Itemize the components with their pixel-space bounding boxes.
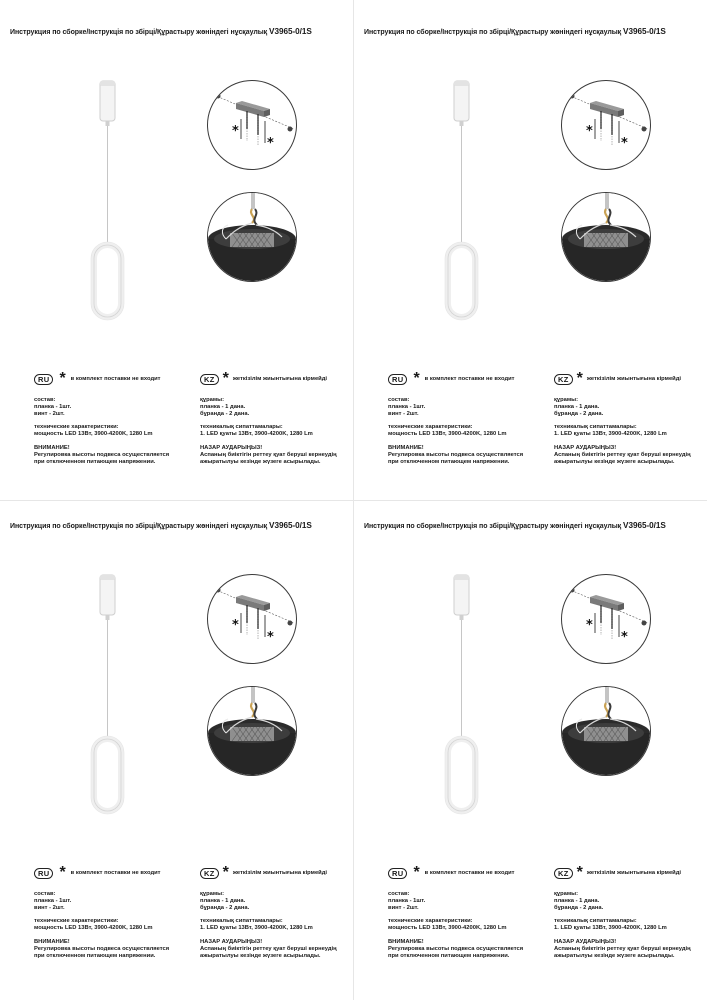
kz-specification-text xyxy=(200,891,353,959)
kz-line: құрамы: xyxy=(554,397,579,403)
kz-line: құрамы: xyxy=(200,891,225,897)
title-text: Инструкция по сборке/Інструкція по збірці/Құрастыру жөніндегі нұсқаулық xyxy=(364,29,622,36)
mounting-detail-circle xyxy=(207,574,297,664)
kz-line: НАЗАР АУДАРЫҢЫЗ! xyxy=(554,444,617,451)
kz-line: бұранда - 2 дана. xyxy=(554,904,604,911)
kz-line: бұранда - 2 дана. xyxy=(200,410,250,417)
asterisk-mark: * xyxy=(267,630,274,645)
ru-line: планка - 1шт. xyxy=(388,403,426,410)
ru-line: планка - 1шт. xyxy=(388,897,426,904)
kz-line: ажыратылуы кезінде жүзеге асырылады. xyxy=(554,458,675,465)
asterisk-icon: * xyxy=(222,370,229,387)
asterisk-icon: * xyxy=(413,864,420,881)
wiring-detail-circle xyxy=(207,686,297,776)
ru-line: при отключенном питающем напряжении. xyxy=(34,458,156,465)
kz-language-badge: KZ xyxy=(554,374,573,385)
instruction-panel xyxy=(354,0,707,500)
title-text: Инструкция по сборке/Інструкція по збірці/Құрастыру жөніндегі нұсқаулық xyxy=(10,523,268,530)
kz-line: планка - 1 дана. xyxy=(200,403,246,410)
ru-line: технические характеристики: xyxy=(34,424,119,431)
mounting-detail-circle xyxy=(561,80,651,170)
kz-line: НАЗАР АУДАРЫҢЫЗ! xyxy=(200,444,263,451)
kz-line: техникалық сипаттамалары: xyxy=(554,424,637,431)
kz-line: техникалық сипаттамалары: xyxy=(554,918,637,925)
kz-line: құрамы: xyxy=(554,891,579,897)
kz-language-badge: KZ xyxy=(554,868,573,879)
canopy-wiring-diagram xyxy=(208,687,296,775)
ru-language-badge: RU xyxy=(34,374,53,385)
asterisk-mark: * xyxy=(586,124,593,139)
ru-language-badge: RU xyxy=(388,374,407,385)
ru-not-included-note: в комплект поставки не входит xyxy=(70,376,161,382)
ru-line: ВНИМАНИЕ! xyxy=(388,444,424,451)
kz-line: НАЗАР АУДАРЫҢЫЗ! xyxy=(554,938,617,945)
asterisk-icon: * xyxy=(576,864,583,881)
asterisk-mark: * xyxy=(621,136,628,151)
ru-line: Регулировка высоты подвеса осуществляется xyxy=(34,451,170,458)
instruction-panel xyxy=(0,0,353,500)
ru-legend xyxy=(388,372,515,386)
model-number: V3965-0/1S xyxy=(269,521,312,530)
kz-legend xyxy=(554,372,681,386)
instruction-panel xyxy=(0,494,353,994)
ru-language-badge: RU xyxy=(388,868,407,879)
mounting-plate-diagram xyxy=(208,575,296,663)
wiring-detail-circle xyxy=(561,192,651,282)
kz-line: Аспаның биіктігін реттеу қуат беруші кернеудің xyxy=(200,451,337,458)
ru-line: состав: xyxy=(34,891,56,897)
asterisk-mark: * xyxy=(586,618,593,633)
asterisk-mark: * xyxy=(232,124,239,139)
kz-line: Аспаның биіктігін реттеу қуат беруші кернеудің xyxy=(200,945,337,952)
asterisk-icon: * xyxy=(413,370,420,387)
wiring-detail-circle xyxy=(207,192,297,282)
ru-line: винт - 2шт. xyxy=(388,410,419,417)
mounting-detail-circle xyxy=(207,80,297,170)
ru-line: мощность LED 13Вт, 3900-4200K, 1280 Lm xyxy=(34,925,153,932)
kz-not-included-note: жеткізілім жиынтығына кірмейді xyxy=(232,870,328,876)
kz-line: НАЗАР АУДАРЫҢЫЗ! xyxy=(200,938,263,945)
mounting-plate-diagram xyxy=(562,81,650,169)
kz-line: 1. LED қуаты 13Вт, 3900-4200K, 1280 Lm xyxy=(200,925,313,932)
ru-line: ВНИМАНИЕ! xyxy=(34,938,70,945)
pendant-lamp-illustration xyxy=(80,569,140,829)
ru-line: технические характеристики: xyxy=(388,918,473,925)
ru-specification-text xyxy=(388,891,548,959)
kz-line: планка - 1 дана. xyxy=(554,403,600,410)
asterisk-mark: * xyxy=(232,618,239,633)
ru-line: Регулировка высоты подвеса осуществляется xyxy=(34,945,170,952)
kz-line: бұранда - 2 дана. xyxy=(200,904,250,911)
ru-legend xyxy=(34,372,161,386)
canopy-wiring-diagram xyxy=(562,687,650,775)
wiring-detail-circle xyxy=(561,686,651,776)
ru-line: при отключенном питающем напряжении. xyxy=(388,952,510,959)
kz-line: құрамы: xyxy=(200,397,225,403)
ru-not-included-note: в комплект поставки не входит xyxy=(424,870,515,876)
ru-line: состав: xyxy=(34,397,56,403)
ru-line: винт - 2шт. xyxy=(34,904,65,911)
ru-legend xyxy=(34,866,161,880)
kz-line: планка - 1 дана. xyxy=(200,897,246,904)
pendant-lamp-illustration xyxy=(80,75,140,335)
pendant-lamp-illustration xyxy=(434,569,494,829)
canopy-wiring-diagram xyxy=(208,193,296,281)
ru-specification-text xyxy=(34,397,194,465)
mounting-detail-circle xyxy=(561,574,651,664)
ru-line: технические характеристики: xyxy=(34,918,119,925)
kz-language-badge: KZ xyxy=(200,374,219,385)
asterisk-icon: * xyxy=(59,864,66,881)
ru-specification-text xyxy=(388,397,548,465)
kz-line: 1. LED қуаты 13Вт, 3900-4200K, 1280 Lm xyxy=(554,925,667,932)
ru-line: состав: xyxy=(388,397,410,403)
kz-not-included-note: жеткізілім жиынтығына кірмейді xyxy=(232,376,328,382)
kz-specification-text xyxy=(554,397,707,465)
kz-line: Аспаның биіктігін реттеу қуат беруші кернеудің xyxy=(554,945,691,952)
kz-line: техникалық сипаттамалары: xyxy=(200,424,283,431)
panel-title xyxy=(10,521,350,530)
model-number: V3965-0/1S xyxy=(623,27,666,36)
ru-line: планка - 1шт. xyxy=(34,403,72,410)
panel-title xyxy=(364,521,704,530)
pendant-lamp-illustration xyxy=(434,75,494,335)
ru-line: состав: xyxy=(388,891,410,897)
ru-line: при отключенном питающем напряжении. xyxy=(388,458,510,465)
asterisk-icon: * xyxy=(59,370,66,387)
kz-legend xyxy=(200,372,327,386)
ru-line: винт - 2шт. xyxy=(388,904,419,911)
asterisk-icon: * xyxy=(222,864,229,881)
kz-line: ажыратылуы кезінде жүзеге асырылады. xyxy=(200,458,321,465)
kz-language-badge: KZ xyxy=(200,868,219,879)
ru-legend xyxy=(388,866,515,880)
ru-line: мощность LED 13Вт, 3900-4200K, 1280 Lm xyxy=(388,925,507,932)
kz-line: планка - 1 дана. xyxy=(554,897,600,904)
ru-line: при отключенном питающем напряжении. xyxy=(34,952,156,959)
asterisk-mark: * xyxy=(621,630,628,645)
kz-legend xyxy=(554,866,681,880)
ru-line: ВНИМАНИЕ! xyxy=(388,938,424,945)
kz-line: 1. LED қуаты 13Вт, 3900-4200K, 1280 Lm xyxy=(554,431,667,438)
ru-line: Регулировка высоты подвеса осуществляется xyxy=(388,451,524,458)
ru-line: винт - 2шт. xyxy=(34,410,65,417)
kz-line: бұранда - 2 дана. xyxy=(554,410,604,417)
ru-language-badge: RU xyxy=(34,868,53,879)
kz-line: ажыратылуы кезінде жүзеге асырылады. xyxy=(200,952,321,959)
kz-legend xyxy=(200,866,327,880)
model-number: V3965-0/1S xyxy=(269,27,312,36)
mounting-plate-diagram xyxy=(562,575,650,663)
kz-line: 1. LED қуаты 13Вт, 3900-4200K, 1280 Lm xyxy=(200,431,313,438)
ru-line: планка - 1шт. xyxy=(34,897,72,904)
ru-line: мощность LED 13Вт, 3900-4200K, 1280 Lm xyxy=(34,431,153,438)
model-number: V3965-0/1S xyxy=(623,521,666,530)
asterisk-icon: * xyxy=(576,370,583,387)
kz-specification-text xyxy=(554,891,707,959)
kz-specification-text xyxy=(200,397,353,465)
kz-line: ажыратылуы кезінде жүзеге асырылады. xyxy=(554,952,675,959)
mounting-plate-diagram xyxy=(208,81,296,169)
kz-not-included-note: жеткізілім жиынтығына кірмейді xyxy=(586,376,682,382)
panel-title xyxy=(10,27,350,36)
kz-line: Аспаның биіктігін реттеу қуат беруші кернеудің xyxy=(554,451,691,458)
panel-title xyxy=(364,27,704,36)
title-text: Инструкция по сборке/Інструкція по збірці/Құрастыру жөніндегі нұсқаулық xyxy=(364,523,622,530)
ru-line: ВНИМАНИЕ! xyxy=(34,444,70,451)
canopy-wiring-diagram xyxy=(562,193,650,281)
instruction-panel xyxy=(354,494,707,994)
ru-line: технические характеристики: xyxy=(388,424,473,431)
kz-not-included-note: жеткізілім жиынтығына кірмейді xyxy=(586,870,682,876)
ru-line: мощность LED 13Вт, 3900-4200K, 1280 Lm xyxy=(388,431,507,438)
asterisk-mark: * xyxy=(267,136,274,151)
ru-specification-text xyxy=(34,891,194,959)
ru-line: Регулировка высоты подвеса осуществляется xyxy=(388,945,524,952)
title-text: Инструкция по сборке/Інструкція по збірці/Құрастыру жөніндегі нұсқаулық xyxy=(10,29,268,36)
ru-not-included-note: в комплект поставки не входит xyxy=(70,870,161,876)
ru-not-included-note: в комплект поставки не входит xyxy=(424,376,515,382)
kz-line: техникалық сипаттамалары: xyxy=(200,918,283,925)
